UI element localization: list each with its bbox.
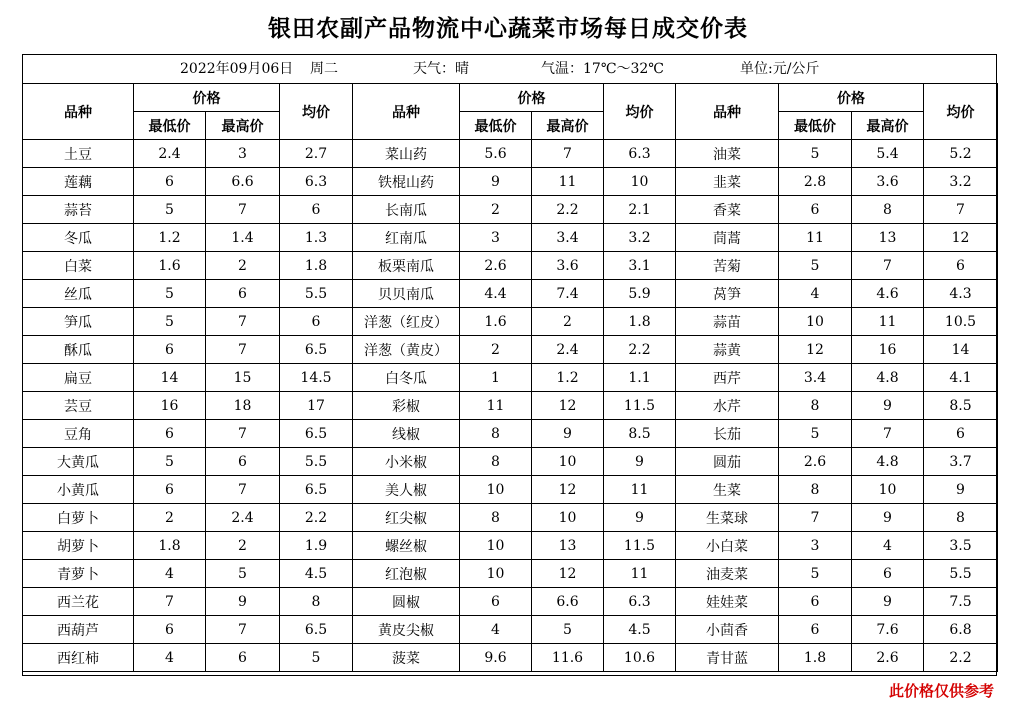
cell-avg: 6.5	[280, 616, 353, 644]
cell-name: 酥瓜	[23, 336, 134, 364]
cell-avg: 17	[280, 392, 353, 420]
cell-avg: 8	[924, 504, 998, 532]
cell-min: 1.6	[460, 308, 532, 336]
cell-min: 5.6	[460, 140, 532, 168]
info-bar	[23, 55, 996, 84]
header-row-1	[23, 84, 998, 112]
cell-max: 2.6	[852, 644, 924, 672]
cell-max: 10	[852, 476, 924, 504]
table-row	[23, 476, 998, 504]
cell-avg: 9	[924, 476, 998, 504]
cell-name: 红泡椒	[353, 560, 460, 588]
table-row	[23, 560, 998, 588]
cell-max: 7	[206, 308, 280, 336]
cell-max: 7.6	[852, 616, 924, 644]
cell-max: 9	[852, 392, 924, 420]
cell-avg: 10.6	[604, 644, 676, 672]
header-price: 价格	[779, 84, 924, 112]
unit-text: 单位:元/公斤	[740, 61, 820, 77]
cell-avg: 11.5	[604, 392, 676, 420]
cell-max: 13	[532, 532, 604, 560]
table-row	[23, 616, 998, 644]
cell-max: 7	[206, 336, 280, 364]
cell-min: 11	[460, 392, 532, 420]
cell-avg: 6.3	[280, 168, 353, 196]
cell-max: 2.4	[532, 336, 604, 364]
cell-min: 5	[134, 308, 206, 336]
cell-max: 9	[206, 588, 280, 616]
cell-avg: 4.3	[924, 280, 998, 308]
cell-name: 土豆	[23, 140, 134, 168]
header-max: 最高价	[532, 112, 604, 140]
cell-avg: 14	[924, 336, 998, 364]
cell-name: 西兰花	[23, 588, 134, 616]
header-price: 价格	[134, 84, 280, 112]
cell-name: 油菜	[676, 140, 779, 168]
cell-max: 12	[532, 392, 604, 420]
header-max: 最高价	[852, 112, 924, 140]
page-title: 银田农副产品物流中心蔬菜市场每日成交价表	[268, 15, 748, 42]
cell-max: 1.4	[206, 224, 280, 252]
cell-name: 线椒	[353, 420, 460, 448]
date-text: 2022年09月06日	[180, 61, 294, 77]
cell-name: 螺丝椒	[353, 532, 460, 560]
cell-avg: 8	[280, 588, 353, 616]
cell-avg: 6	[280, 308, 353, 336]
cell-min: 1.8	[779, 644, 852, 672]
cell-max: 18	[206, 392, 280, 420]
cell-max: 3.4	[532, 224, 604, 252]
cell-name: 美人椒	[353, 476, 460, 504]
cell-avg: 10	[604, 168, 676, 196]
cell-avg: 7	[924, 196, 998, 224]
cell-min: 1.8	[134, 532, 206, 560]
table-row	[23, 252, 998, 280]
cell-avg: 5.5	[280, 280, 353, 308]
cell-avg: 11.5	[604, 532, 676, 560]
cell-avg: 8.5	[924, 392, 998, 420]
cell-max: 9	[852, 504, 924, 532]
temperature-text: 气温：17℃～32℃	[541, 61, 664, 77]
cell-avg: 7.5	[924, 588, 998, 616]
header-row-2	[23, 112, 998, 140]
cell-name: 洋葱（黄皮）	[353, 336, 460, 364]
cell-name: 贝贝南瓜	[353, 280, 460, 308]
cell-max: 13	[852, 224, 924, 252]
cell-max: 7	[532, 140, 604, 168]
price-table	[22, 83, 998, 672]
cell-min: 5	[779, 420, 852, 448]
table-row	[23, 644, 998, 672]
cell-avg: 6.8	[924, 616, 998, 644]
cell-max: 7.4	[532, 280, 604, 308]
cell-avg: 6.5	[280, 420, 353, 448]
cell-max: 16	[852, 336, 924, 364]
cell-min: 6	[460, 588, 532, 616]
cell-min: 5	[134, 196, 206, 224]
cell-avg: 6.3	[604, 140, 676, 168]
cell-name: 小黄瓜	[23, 476, 134, 504]
cell-name: 红南瓜	[353, 224, 460, 252]
table-row	[23, 364, 998, 392]
cell-min: 10	[460, 476, 532, 504]
cell-name: 生菜	[676, 476, 779, 504]
price-table-frame	[22, 54, 997, 676]
cell-avg: 4.1	[924, 364, 998, 392]
cell-avg: 4.5	[604, 616, 676, 644]
cell-avg: 5.9	[604, 280, 676, 308]
cell-avg: 5.5	[280, 448, 353, 476]
cell-avg: 3.7	[924, 448, 998, 476]
cell-min: 8	[460, 420, 532, 448]
cell-max: 12	[532, 476, 604, 504]
header-min: 最低价	[460, 112, 532, 140]
cell-avg: 6.5	[280, 476, 353, 504]
cell-min: 2.8	[779, 168, 852, 196]
cell-avg: 2.2	[924, 644, 998, 672]
cell-max: 1.2	[532, 364, 604, 392]
disclaimer-note: 此价格仅供参考	[888, 682, 994, 700]
header-max: 最高价	[206, 112, 280, 140]
table-row	[23, 280, 998, 308]
cell-max: 2	[532, 308, 604, 336]
cell-avg: 6.3	[604, 588, 676, 616]
cell-max: 2	[206, 532, 280, 560]
cell-name: 蒜黄	[676, 336, 779, 364]
header-min: 最低价	[779, 112, 852, 140]
cell-min: 6	[134, 616, 206, 644]
cell-max: 4.8	[852, 448, 924, 476]
cell-min: 2.4	[134, 140, 206, 168]
cell-name: 洋葱（红皮）	[353, 308, 460, 336]
cell-min: 4	[460, 616, 532, 644]
cell-name: 长茄	[676, 420, 779, 448]
cell-name: 豆角	[23, 420, 134, 448]
cell-max: 6.6	[206, 168, 280, 196]
cell-max: 2	[206, 252, 280, 280]
cell-avg: 10.5	[924, 308, 998, 336]
cell-min: 9	[460, 168, 532, 196]
cell-name: 圆茄	[676, 448, 779, 476]
table-row	[23, 504, 998, 532]
header-avg: 均价	[604, 84, 676, 140]
cell-avg: 1.8	[280, 252, 353, 280]
cell-avg: 6	[924, 420, 998, 448]
cell-min: 3	[460, 224, 532, 252]
cell-max: 2.2	[532, 196, 604, 224]
cell-avg: 6	[924, 252, 998, 280]
cell-min: 2	[134, 504, 206, 532]
cell-avg: 9	[604, 504, 676, 532]
header-avg: 均价	[280, 84, 353, 140]
cell-min: 7	[134, 588, 206, 616]
cell-min: 8	[779, 476, 852, 504]
cell-min: 2	[460, 196, 532, 224]
cell-name: 白菜	[23, 252, 134, 280]
cell-min: 4	[134, 560, 206, 588]
cell-avg: 4.5	[280, 560, 353, 588]
cell-name: 娃娃菜	[676, 588, 779, 616]
cell-min: 5	[779, 140, 852, 168]
cell-max: 12	[532, 560, 604, 588]
cell-avg: 14.5	[280, 364, 353, 392]
cell-name: 茼蒿	[676, 224, 779, 252]
cell-max: 7	[852, 252, 924, 280]
cell-min: 2	[460, 336, 532, 364]
cell-name: 芸豆	[23, 392, 134, 420]
cell-min: 4	[779, 280, 852, 308]
cell-min: 4	[134, 644, 206, 672]
weather-text: 天气：晴	[413, 61, 469, 77]
cell-name: 青萝卜	[23, 560, 134, 588]
cell-max: 4.8	[852, 364, 924, 392]
cell-name: 菠菜	[353, 644, 460, 672]
cell-max: 7	[852, 420, 924, 448]
table-row	[23, 168, 998, 196]
cell-max: 7	[206, 420, 280, 448]
cell-min: 10	[460, 532, 532, 560]
cell-max: 7	[206, 616, 280, 644]
cell-avg: 1.8	[604, 308, 676, 336]
cell-name: 红尖椒	[353, 504, 460, 532]
cell-max: 4.6	[852, 280, 924, 308]
cell-name: 扁豆	[23, 364, 134, 392]
table-row	[23, 308, 998, 336]
table-row	[23, 196, 998, 224]
cell-max: 9	[852, 588, 924, 616]
cell-min: 6	[134, 168, 206, 196]
cell-max: 10	[532, 448, 604, 476]
cell-avg: 2.7	[280, 140, 353, 168]
cell-name: 水芹	[676, 392, 779, 420]
cell-max: 5	[206, 560, 280, 588]
cell-max: 2.4	[206, 504, 280, 532]
cell-min: 6	[779, 588, 852, 616]
cell-name: 小米椒	[353, 448, 460, 476]
cell-max: 3.6	[532, 252, 604, 280]
cell-min: 2.6	[779, 448, 852, 476]
cell-name: 西葫芦	[23, 616, 134, 644]
cell-min: 6	[134, 476, 206, 504]
cell-max: 9	[532, 420, 604, 448]
cell-name: 丝瓜	[23, 280, 134, 308]
cell-name: 蒜苔	[23, 196, 134, 224]
cell-min: 3.4	[779, 364, 852, 392]
cell-max: 6	[206, 644, 280, 672]
cell-max: 10	[532, 504, 604, 532]
table-row	[23, 392, 998, 420]
cell-name: 油麦菜	[676, 560, 779, 588]
cell-min: 10	[460, 560, 532, 588]
cell-min: 5	[779, 252, 852, 280]
cell-avg: 6.5	[280, 336, 353, 364]
table-row	[23, 140, 998, 168]
table-row	[23, 420, 998, 448]
cell-min: 1.6	[134, 252, 206, 280]
header-min: 最低价	[134, 112, 206, 140]
weekday-text: 周二	[310, 61, 338, 77]
cell-avg: 5	[280, 644, 353, 672]
cell-max: 7	[206, 196, 280, 224]
cell-avg: 2.1	[604, 196, 676, 224]
cell-min: 5	[134, 448, 206, 476]
cell-min: 9.6	[460, 644, 532, 672]
cell-max: 6	[206, 280, 280, 308]
cell-min: 7	[779, 504, 852, 532]
cell-max: 6	[206, 448, 280, 476]
cell-avg: 2.2	[280, 504, 353, 532]
cell-min: 6	[779, 196, 852, 224]
header-avg: 均价	[924, 84, 998, 140]
cell-name: 菜山药	[353, 140, 460, 168]
cell-max: 6.6	[532, 588, 604, 616]
cell-name: 生菜球	[676, 504, 779, 532]
cell-name: 小白菜	[676, 532, 779, 560]
cell-min: 5	[779, 560, 852, 588]
cell-name: 圆椒	[353, 588, 460, 616]
cell-min: 6	[134, 336, 206, 364]
cell-min: 8	[460, 504, 532, 532]
cell-min: 14	[134, 364, 206, 392]
cell-avg: 8.5	[604, 420, 676, 448]
cell-name: 西红柿	[23, 644, 134, 672]
cell-avg: 5.5	[924, 560, 998, 588]
cell-name: 蒜苗	[676, 308, 779, 336]
cell-name: 小茴香	[676, 616, 779, 644]
header-variety: 品种	[676, 84, 779, 140]
cell-name: 冬瓜	[23, 224, 134, 252]
cell-avg: 1.1	[604, 364, 676, 392]
table-row	[23, 532, 998, 560]
cell-max: 3	[206, 140, 280, 168]
cell-max: 3.6	[852, 168, 924, 196]
cell-max: 5.4	[852, 140, 924, 168]
cell-max: 11.6	[532, 644, 604, 672]
cell-min: 10	[779, 308, 852, 336]
cell-name: 笋瓜	[23, 308, 134, 336]
cell-name: 韭菜	[676, 168, 779, 196]
cell-name: 青甘蓝	[676, 644, 779, 672]
cell-avg: 3.2	[924, 168, 998, 196]
cell-max: 7	[206, 476, 280, 504]
cell-name: 长南瓜	[353, 196, 460, 224]
cell-min: 1	[460, 364, 532, 392]
cell-name: 铁棍山药	[353, 168, 460, 196]
cell-max: 11	[532, 168, 604, 196]
price-table-body	[23, 140, 998, 672]
cell-min: 6	[134, 420, 206, 448]
cell-avg: 2.2	[604, 336, 676, 364]
cell-avg: 11	[604, 560, 676, 588]
cell-avg: 5.2	[924, 140, 998, 168]
table-row	[23, 224, 998, 252]
cell-min: 12	[779, 336, 852, 364]
cell-name: 香菜	[676, 196, 779, 224]
cell-avg: 1.9	[280, 532, 353, 560]
cell-max: 11	[852, 308, 924, 336]
cell-name: 西芹	[676, 364, 779, 392]
cell-max: 4	[852, 532, 924, 560]
cell-min: 8	[779, 392, 852, 420]
table-row	[23, 448, 998, 476]
cell-min: 3	[779, 532, 852, 560]
cell-min: 2.6	[460, 252, 532, 280]
table-row	[23, 336, 998, 364]
cell-name: 莲藕	[23, 168, 134, 196]
cell-name: 胡萝卜	[23, 532, 134, 560]
cell-min: 5	[134, 280, 206, 308]
header-price: 价格	[460, 84, 604, 112]
cell-avg: 3.1	[604, 252, 676, 280]
cell-min: 16	[134, 392, 206, 420]
cell-max: 5	[532, 616, 604, 644]
cell-name: 白冬瓜	[353, 364, 460, 392]
cell-min: 8	[460, 448, 532, 476]
cell-max: 6	[852, 560, 924, 588]
cell-max: 15	[206, 364, 280, 392]
cell-avg: 12	[924, 224, 998, 252]
cell-name: 板栗南瓜	[353, 252, 460, 280]
header-variety: 品种	[353, 84, 460, 140]
cell-name: 大黄瓜	[23, 448, 134, 476]
cell-name: 黄皮尖椒	[353, 616, 460, 644]
cell-name: 白萝卜	[23, 504, 134, 532]
cell-min: 1.2	[134, 224, 206, 252]
cell-name: 彩椒	[353, 392, 460, 420]
cell-min: 11	[779, 224, 852, 252]
header-variety: 品种	[23, 84, 134, 140]
cell-name: 苦菊	[676, 252, 779, 280]
cell-avg: 6	[280, 196, 353, 224]
cell-avg: 11	[604, 476, 676, 504]
cell-min: 6	[779, 616, 852, 644]
cell-avg: 9	[604, 448, 676, 476]
cell-name: 莴笋	[676, 280, 779, 308]
cell-avg: 3.5	[924, 532, 998, 560]
cell-avg: 1.3	[280, 224, 353, 252]
cell-avg: 3.2	[604, 224, 676, 252]
cell-max: 8	[852, 196, 924, 224]
cell-min: 4.4	[460, 280, 532, 308]
table-row	[23, 588, 998, 616]
